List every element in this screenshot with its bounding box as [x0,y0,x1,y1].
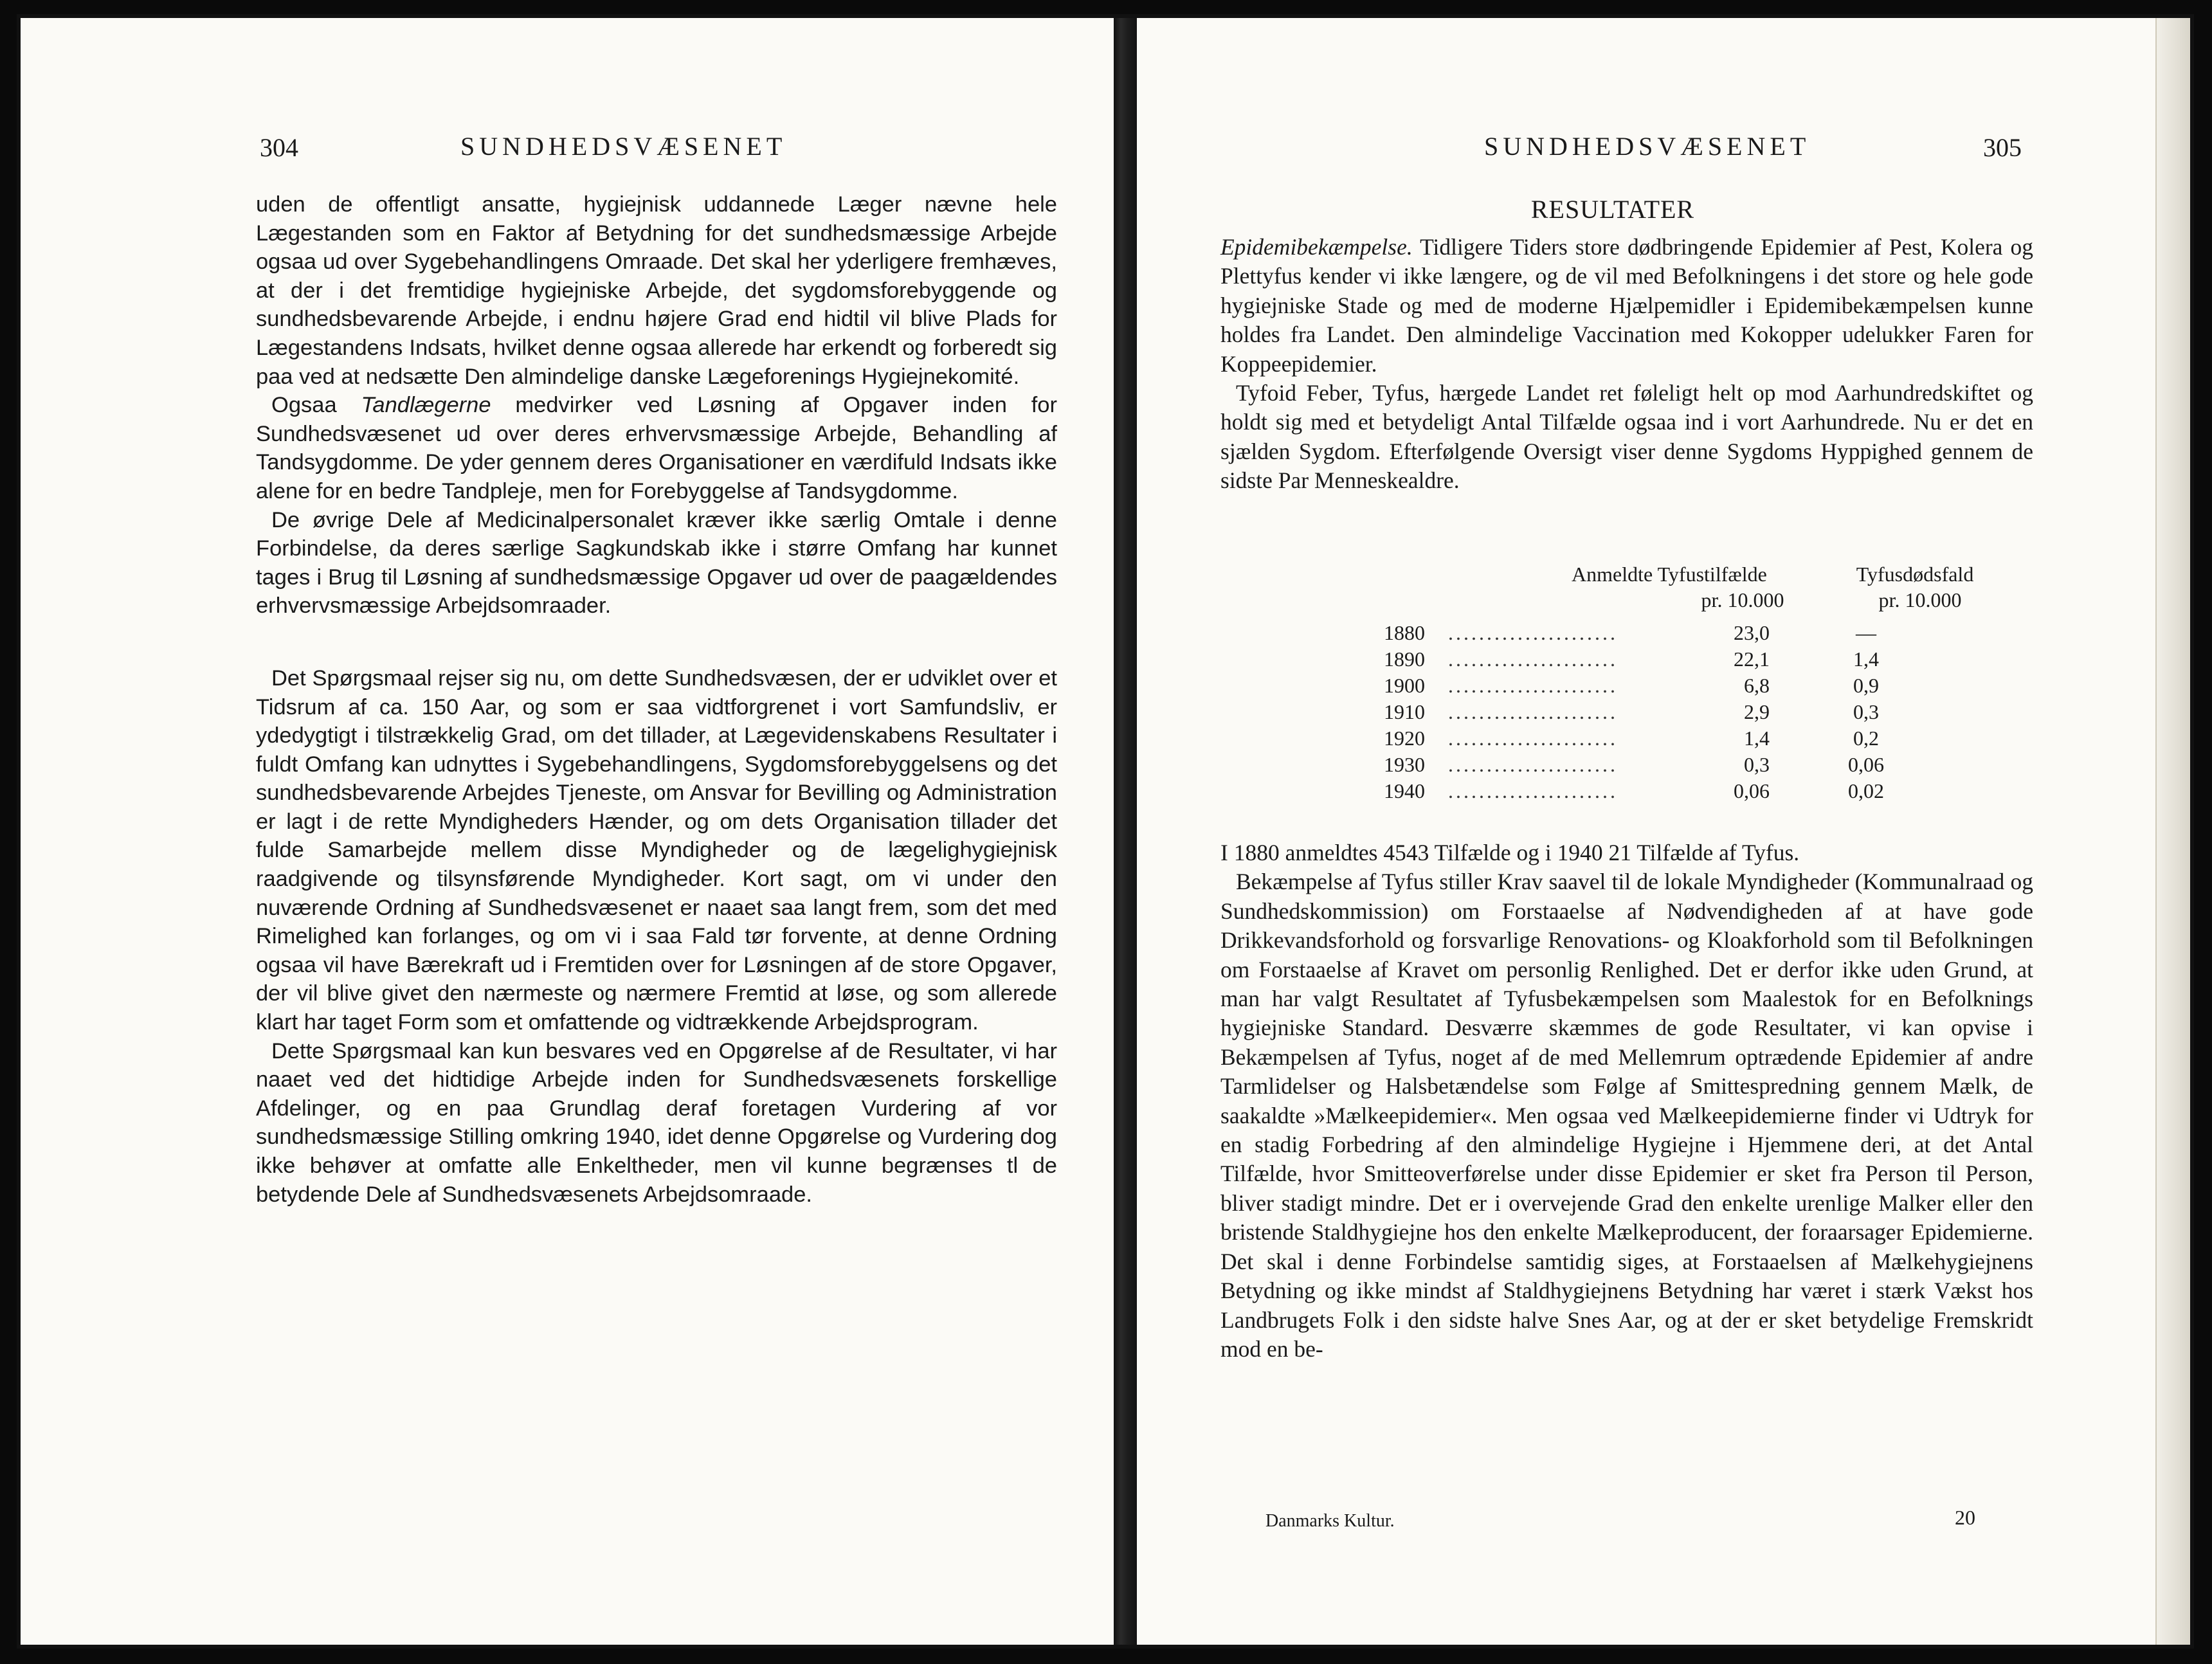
paragraph [1220,867,2033,1364]
paragraph [256,664,1057,1037]
table-col-subhead-deaths: pr. 10.000 [1878,588,1962,611]
row-leader: ...................... [1448,727,1618,750]
row-leader: ...................... [1448,779,1618,802]
text-run: uden de offentligt ansatte, hygiejnisk uddannede Læger nævne hele Lægestanden som en Faktor af Betydning for det sundhedsmæssige Arbejde ogsaa ud over Sygebehandlingens Omraade. Det skal her yderligere fremhæves, at der i det fremtidige hygiejniske Arbejde, det sygdomsforebyggende og sundhedsbevarende Arbejde, i endnu højere Grad end hidtil vil blive Plads for Lægestandens Indsats, hvilket denne ogsaa allerede har erkendt og forberedt sig paa ved at nedsætte Den almindelige danske Lægeforenings Hygiejnekomité. [256,192,1057,389]
row-cases: 23,0 [1734,621,1770,644]
left-page [21,18,1114,1645]
right-running-head: SUNDHEDSVÆSENET [1484,132,1811,161]
row-year: 1940 [1384,779,1425,802]
text-run: De øvrige Dele af Medicinalpersonalet kræver ikke særlig Omtale i denne Forbindelse, da deres særlige Sagkundskab ikke i større Omfang har kunnet tages i Brug til Løsning af sundhedsmæssige Opgaver ud over de paagældendes erhvervsmæssige Arbejdsomraader. [256,507,1057,619]
row-year: 1910 [1384,700,1425,723]
table-row [1384,646,1930,673]
text-run: Dette Spørgsmaal kan kun besvares ved en Opgørelse af de Resultater, vi har naaet ved det hidtidige Arbejde inden for Sundhedsvæsenets forskellige Afdelinger, og en paa Grundlag deraf foretagen Vurdering af vor sundhedsmæssige Stilling omkring 1940, idet denne Opgørelse og Vurdering dog ikke behøver at omfatte alle Enkeltheder, men vil kunne begrænses tl de betydende Dele af Sundhedsvæsenets Arbejdsomraade. [256,1038,1057,1207]
table-row [1384,620,1930,646]
right-after-text [1220,838,2033,1364]
table-row [1384,778,1930,804]
row-leader: ...................... [1448,674,1618,697]
book-spread [17,14,2194,1649]
table-row [1384,752,1930,778]
text-run: Ogsaa [271,393,361,418]
right-page [1137,18,2164,1645]
paragraph [256,506,1057,620]
right-intro-text [1220,233,2033,496]
row-year: 1920 [1384,727,1425,750]
row-cases: 1,4 [1744,727,1770,750]
table-col-head-deaths [1831,561,1999,588]
signature-number: 20 [1955,1506,1975,1529]
row-year: 1900 [1384,674,1425,697]
row-cases: 22,1 [1734,647,1770,671]
row-deaths: 0,2 [1853,727,1879,750]
row-deaths: 0,02 [1848,779,1884,802]
row-cases: 0,3 [1744,753,1770,776]
text-run: Det Spørgsmaal rejser sig nu, om dette Sundhedsvæsen, der er udviklet over et Tidsrum af ca. 150 Aar, og som er saa vidtforgrenet i vort Samfundsliv, er ydedygtigt i tilstrækkelig Grad, om det tillader, at Lægevidenskabens Resultater i fuldt Omfang kan udnyttes i Sygebehandlingens, Sygdomsforebyggelsens og det sundhedsbevarende Arbejdes Tjeneste, om Ansvar for Bevilling og Administration er lagt i de rette Myndigheders Hænder, og om dets Organisation tillader det fulde Samarbejde mellem disse Myndigheder og de lægelighygiejnisk raadgivende og tilsynsførende Myndigheder. Kort sagt, om vi under den nuværende Ordning af Sundhedsvæsenet er naaet saa langt frem, som det med Rimelighed kan forlanges, og om vi i saa Fald tør forvente, at denne Ordning ogsaa vil have Bærekraft ud i Fremtiden over for Løsningen af de store Opgaver, der vil blive givet den nærmeste og nærmere Fremtid at løse, og som allerede klart har taget Form som et omfattende og vidtrækkende Arbejdsprogram. [256,665,1057,1035]
table-col-head-cases [1572,561,1854,588]
paragraph [256,1037,1057,1209]
row-cases: 6,8 [1744,674,1770,697]
text-run: I 1880 anmeldtes 4543 Tilfælde og i 1940 21 Tilfælde af Tyfus. [1220,840,1800,865]
row-cases: 2,9 [1744,700,1770,723]
paragraph [256,391,1057,505]
row-leader: ...................... [1448,621,1618,644]
text-run: Bekæmpelse af Tyfus stiller Krav saavel til de lokale Myndigheder (Kommunalraad og Sundhedskommission) om Forstaaelse af Nødvendigheden af at have gode Drikkevandsforhold og forsvarlige Renovations- og Kloakforhold som til Befolkningen om Forstaaelse af Kravet om personlig Renlighed. Det er derfor ikke uden Grund, at man har valgt Resultatet af Tyfusbekæmpelsen som Maalestok for en Befolknings hygiejniske Standard. Desværre skæmmes de gode Resultater, vi kan opvise i Bekæmpelsen af Tyfus, noget af de med Mellemrum optrædende Epidemier af andre Tarmlidelser og Halsbetændelse som Følge af Smittespredning gennem Mælk, de saakaldte »Mælkeepidemier«. Men ogsaa ved Mælkeepidemierne finder vi Udtryk for en stadig Forbedring af den almindelige Hygiejne i Hjemmene deri, at det Antal Tilfælde, hvor Smitteoverførelse under disse Epidemier er sket fra Person til Person, bliver stadigt mindre. Det er i overvejende Grad den enkelte urenlige Malker eller den bristende Staldhygiejne hos den enkelte Mælkeproducent, der foraarsager Epidemierne. Det skal i denne Forbindelse samtidig siges, at Forstaaelsen af Mælkehygiejnens Betydning og ikke mindst af Staldhygiejnens Betydning har været i stærk Vækst hos Landbrugets Folk i den sidste halve Snes Aar, og at der er sket betydelige Fremskridt mod en be- [1220,869,2033,1362]
row-year: 1880 [1384,621,1425,644]
row-year: 1930 [1384,753,1425,776]
italic-term: Tandlægerne [361,393,491,418]
left-running-head: SUNDHEDSVÆSENET [460,132,787,161]
footer-title: Danmarks Kultur. [1265,1511,1395,1531]
paragraph [1220,379,2033,496]
row-leader: ...................... [1448,753,1618,776]
paragraph [1220,233,2033,379]
row-year: 1890 [1384,647,1425,671]
right-page-number: 305 [1983,133,2022,162]
row-deaths: 0,9 [1853,674,1879,697]
page-edge [2155,18,2190,1645]
col-head-cases-label: Anmeldte Tyfustilfælde [1572,563,1767,586]
row-cases: 0,06 [1734,779,1770,802]
row-deaths: 0,06 [1848,753,1884,776]
text-run: Tyfoid Feber, Tyfus, hærgede Landet ret føleligt helt op mod Aarhundredskiftet og holdt sig med et betydeligt Antal Tilfælde ogsaa ind i vort Aarhundrede. Nu er det en sjælden Sygdom. Efterfølgende Oversigt viser denne Sygdoms Hyppighed gennem de sidste Par Menneskealdre. [1220,380,2033,494]
text-run: Tidligere Tiders store dødbringende Epidemier af Pest, Kolera og Plettyfus kender vi ikke længere, og de vil med Befolkningens i det store og hele gode hygiejniske Stade og med de moderne Hjælpemidler i Epidemibekæmpelsen kunne holdes fra Landet. Den almindelige Vaccination med Kokopper udelukker Faren for Koppeepidemier. [1220,234,2033,377]
row-deaths: 1,4 [1853,647,1879,671]
row-leader: ...................... [1448,647,1618,671]
book-gutter [1114,18,1137,1645]
paragraph [256,190,1057,391]
table-row [1384,725,1930,752]
col-head-deaths-label: Tyfusdødsfald [1856,563,1974,586]
table-row [1384,673,1930,699]
section-title: RESULTATER [1530,195,1695,224]
paragraph [1220,838,2033,867]
row-deaths: 0,3 [1853,700,1879,723]
table-col-subhead-cases: pr. 10.000 [1701,588,1784,611]
row-deaths: — [1856,621,1876,644]
left-page-number: 304 [260,133,298,162]
text-run: medvirker ved Løsning af Opgaver inden for Sundhedsvæsenet ud over deres erhvervsmæssige Arbejde, Behandling af Tandsygdomme. De yder gennem deres Organisationer en værdifuld Indsats ikke alene for en bedre Tandpleje, men for Forebyggelse af Tandsygdomme. [256,393,1057,503]
left-body-text [256,190,1057,1209]
italic-term: Epidemibekæmpelse. [1220,234,1413,260]
row-leader: ...................... [1448,700,1618,723]
table-row [1384,699,1930,725]
tyfus-table [1384,620,1930,804]
